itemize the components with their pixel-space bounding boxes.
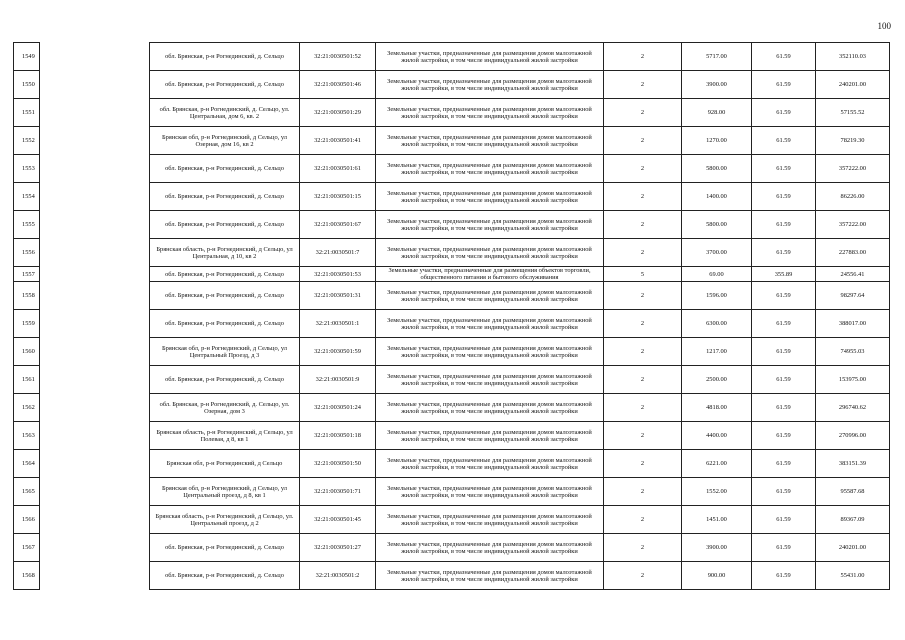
registry-rows [14,43,890,590]
row-number: 1551 [14,99,40,127]
group-cell: 2 [604,450,682,478]
address-cell: обл. Брянская, р-н Рогнединский, д. Сельцо [150,155,300,183]
blank-cell [40,478,150,506]
table-row [14,562,890,590]
land-use-cell: Земельные участки, предназначенные для размещения домов малоэтажной жилой застройки, в том числе индивидуальной жилой застройки [376,239,604,267]
area-cell: 928.00 [682,99,752,127]
cadastral-number-cell: 32:21:0030501:52 [300,43,376,71]
land-use-cell: Земельные участки, предназначенные для размещения домов малоэтажной жилой застройки, в том числе индивидуальной жилой застройки [376,211,604,239]
row-number: 1555 [14,211,40,239]
rate-cell: 61.59 [752,394,816,422]
table-row [14,71,890,99]
rate-cell: 61.59 [752,534,816,562]
land-use-cell: Земельные участки, предназначенные для размещения домов малоэтажной жилой застройки, в том числе индивидуальной жилой застройки [376,183,604,211]
value-cell: 55431.00 [816,562,890,590]
land-use-cell: Земельные участки, предназначенные для размещения домов малоэтажной жилой застройки, в том числе индивидуальной жилой застройки [376,282,604,310]
area-cell: 2500.00 [682,366,752,394]
group-cell: 2 [604,127,682,155]
rate-cell: 61.59 [752,366,816,394]
row-number: 1553 [14,155,40,183]
area-cell: 4400.00 [682,422,752,450]
address-cell: Брянская область, р-н Рогнединский, д Сельцо, ул Центральная, д 10, кв 2 [150,239,300,267]
group-cell: 2 [604,99,682,127]
area-cell: 69.00 [682,267,752,282]
address-cell: Брянская обл, р-н Рогнединский, д Сельцо, ул Озерная, дом 16, кв 2 [150,127,300,155]
group-cell: 2 [604,155,682,183]
blank-cell [40,71,150,99]
cadastral-number-cell: 32:21:0030501:18 [300,422,376,450]
address-cell: обл. Брянская, р-н Рогнединский, д. Сельцо [150,267,300,282]
value-cell: 357222.00 [816,155,890,183]
blank-cell [40,155,150,183]
area-cell: 5800.00 [682,211,752,239]
blank-cell [40,366,150,394]
group-cell: 2 [604,282,682,310]
group-cell: 5 [604,267,682,282]
group-cell: 2 [604,562,682,590]
value-cell: 388017.00 [816,310,890,338]
row-number: 1561 [14,366,40,394]
table-row [14,394,890,422]
area-cell: 1217.00 [682,338,752,366]
rate-cell: 61.59 [752,71,816,99]
rate-cell: 61.59 [752,422,816,450]
address-cell: Брянская область, р-н Рогнединский, д Сельцо, ул Полевая, д 8, кв 1 [150,422,300,450]
table-row [14,267,890,282]
area-cell: 1596.00 [682,282,752,310]
land-use-cell: Земельные участки, предназначенные для размещения домов малоэтажной жилой застройки, в том числе индивидуальной жилой застройки [376,155,604,183]
table-row [14,422,890,450]
table-row [14,506,890,534]
address-cell: обл. Брянская, р-н Рогнединский, д. Сельцо [150,366,300,394]
table-row [14,478,890,506]
group-cell: 2 [604,183,682,211]
value-cell: 98297.64 [816,282,890,310]
rate-cell: 61.59 [752,338,816,366]
land-use-cell: Земельные участки, предназначенные для размещения домов малоэтажной жилой застройки, в том числе индивидуальной жилой застройки [376,422,604,450]
row-number: 1564 [14,450,40,478]
blank-cell [40,310,150,338]
address-cell: обл. Брянская, р-н Рогнединский, д. Сельцо [150,183,300,211]
group-cell: 2 [604,239,682,267]
group-cell: 2 [604,310,682,338]
value-cell: 240201.00 [816,71,890,99]
area-cell: 1400.00 [682,183,752,211]
blank-cell [40,506,150,534]
area-cell: 1270.00 [682,127,752,155]
address-cell: Брянская обл, р-н Рогнединский, д Сельцо [150,450,300,478]
group-cell: 2 [604,422,682,450]
row-number: 1558 [14,282,40,310]
registry-table [13,42,890,590]
table-row [14,127,890,155]
value-cell: 86226.00 [816,183,890,211]
cadastral-number-cell: 32:21:0030501:15 [300,183,376,211]
address-cell: Брянская область, р-н Рогнединский, д Сельцо, ул. Центральный проезд, д 2 [150,506,300,534]
cadastral-number-cell: 32:21:0030501:24 [300,394,376,422]
rate-cell: 61.59 [752,450,816,478]
row-number: 1566 [14,506,40,534]
row-number: 1556 [14,239,40,267]
address-cell: обл. Брянская, р-н Рогнединский, д. Сельцо [150,211,300,239]
value-cell: 78219.30 [816,127,890,155]
blank-cell [40,127,150,155]
value-cell: 57155.52 [816,99,890,127]
area-cell: 5800.00 [682,155,752,183]
group-cell: 2 [604,534,682,562]
value-cell: 24556.41 [816,267,890,282]
table-row [14,282,890,310]
area-cell: 3700.00 [682,239,752,267]
blank-cell [40,394,150,422]
table-row [14,155,890,183]
land-use-cell: Земельные участки, предназначенные для размещения домов малоэтажной жилой застройки, в том числе индивидуальной жилой застройки [376,478,604,506]
land-use-cell: Земельные участки, предназначенные для размещения домов малоэтажной жилой застройки, в том числе индивидуальной жилой застройки [376,43,604,71]
cadastral-number-cell: 32:21:0030501:50 [300,450,376,478]
value-cell: 240201.00 [816,534,890,562]
group-cell: 2 [604,366,682,394]
cadastral-number-cell: 32:21:0030501:7 [300,239,376,267]
area-cell: 3900.00 [682,534,752,562]
address-cell: обл. Брянская, р-н Рогнединский, д. Сельцо [150,562,300,590]
value-cell: 227883.00 [816,239,890,267]
rate-cell: 355.89 [752,267,816,282]
row-number: 1550 [14,71,40,99]
blank-cell [40,267,150,282]
blank-cell [40,422,150,450]
table-row [14,43,890,71]
land-use-cell: Земельные участки, предназначенные для размещения домов малоэтажной жилой застройки, в том числе индивидуальной жилой застройки [376,71,604,99]
row-number: 1565 [14,478,40,506]
value-cell: 352110.03 [816,43,890,71]
blank-cell [40,562,150,590]
row-number: 1563 [14,422,40,450]
cadastral-number-cell: 32:21:0030501:31 [300,282,376,310]
group-cell: 2 [604,211,682,239]
row-number: 1554 [14,183,40,211]
table-row [14,99,890,127]
blank-cell [40,534,150,562]
rate-cell: 61.59 [752,211,816,239]
group-cell: 2 [604,71,682,99]
land-use-cell: Земельные участки, предназначенные для размещения домов малоэтажной жилой застройки, в том числе индивидуальной жилой застройки [376,99,604,127]
address-cell: обл. Брянская, р-н Рогнединский, д. Сельцо [150,71,300,99]
table-row [14,211,890,239]
land-use-cell: Земельные участки, предназначенные для размещения домов малоэтажной жилой застройки, в том числе индивидуальной жилой застройки [376,450,604,478]
area-cell: 3900.00 [682,71,752,99]
blank-cell [40,99,150,127]
page-number: 100 [877,21,891,31]
address-cell: обл. Брянская, р-н Рогнединский, д. Сельцо [150,534,300,562]
value-cell: 383151.39 [816,450,890,478]
address-cell: обл. Брянская, р-н Рогнединский, д. Сельцо [150,310,300,338]
table-row [14,338,890,366]
row-number: 1557 [14,267,40,282]
blank-cell [40,183,150,211]
blank-cell [40,211,150,239]
land-use-cell: Земельные участки, предназначенные для размещения домов малоэтажной жилой застройки, в том числе индивидуальной жилой застройки [376,310,604,338]
rate-cell: 61.59 [752,310,816,338]
cadastral-number-cell: 32:21:0030501:46 [300,71,376,99]
cadastral-number-cell: 32:21:0030501:67 [300,211,376,239]
rate-cell: 61.59 [752,239,816,267]
row-number: 1560 [14,338,40,366]
group-cell: 2 [604,394,682,422]
address-cell: Брянская обл, р-н Рогнединский, д Сельцо, ул Центральный Проезд, д 3 [150,338,300,366]
group-cell: 2 [604,43,682,71]
cadastral-number-cell: 32:21:0030501:41 [300,127,376,155]
row-number: 1552 [14,127,40,155]
cadastral-number-cell: 32:21:0030501:29 [300,99,376,127]
cadastral-number-cell: 32:21:0030501:2 [300,562,376,590]
table-row [14,183,890,211]
rate-cell: 61.59 [752,43,816,71]
rate-cell: 61.59 [752,282,816,310]
area-cell: 6221.00 [682,450,752,478]
land-use-cell: Земельные участки, предназначенные для размещения объектов торговли, общественного питания и бытового обслуживания [376,267,604,282]
row-number: 1567 [14,534,40,562]
value-cell: 74955.03 [816,338,890,366]
table-row [14,239,890,267]
cadastral-number-cell: 32:21:0030501:59 [300,338,376,366]
group-cell: 2 [604,338,682,366]
cadastral-number-cell: 32:21:0030501:9 [300,366,376,394]
value-cell: 89367.09 [816,506,890,534]
rate-cell: 61.59 [752,155,816,183]
blank-cell [40,239,150,267]
cadastral-number-cell: 32:21:0030501:1 [300,310,376,338]
cadastral-number-cell: 32:21:0030501:71 [300,478,376,506]
land-use-cell: Земельные участки, предназначенные для размещения домов малоэтажной жилой застройки, в том числе индивидуальной жилой застройки [376,506,604,534]
rate-cell: 61.59 [752,506,816,534]
row-number: 1562 [14,394,40,422]
blank-cell [40,338,150,366]
value-cell: 95587.68 [816,478,890,506]
area-cell: 1451.00 [682,506,752,534]
land-use-cell: Земельные участки, предназначенные для размещения домов малоэтажной жилой застройки, в том числе индивидуальной жилой застройки [376,562,604,590]
group-cell: 2 [604,478,682,506]
table-row [14,450,890,478]
rate-cell: 61.59 [752,183,816,211]
land-use-cell: Земельные участки, предназначенные для размещения домов малоэтажной жилой застройки, в том числе индивидуальной жилой застройки [376,338,604,366]
rate-cell: 61.59 [752,478,816,506]
address-cell: обл. Брянская, р-н Рогнединский, д. Сельцо [150,282,300,310]
value-cell: 296740.62 [816,394,890,422]
value-cell: 357222.00 [816,211,890,239]
rate-cell: 61.59 [752,127,816,155]
area-cell: 1552.00 [682,478,752,506]
value-cell: 153975.00 [816,366,890,394]
land-use-cell: Земельные участки, предназначенные для размещения домов малоэтажной жилой застройки, в том числе индивидуальной жилой застройки [376,127,604,155]
rate-cell: 61.59 [752,99,816,127]
table-row [14,534,890,562]
rate-cell: 61.59 [752,562,816,590]
row-number: 1559 [14,310,40,338]
cadastral-number-cell: 32:21:0030501:61 [300,155,376,183]
address-cell: Брянская обл, р-н Рогнединский, д Сельцо, ул Центральный проезд, д 8, кв 1 [150,478,300,506]
blank-cell [40,282,150,310]
land-use-cell: Земельные участки, предназначенные для размещения домов малоэтажной жилой застройки, в том числе индивидуальной жилой застройки [376,394,604,422]
row-number: 1568 [14,562,40,590]
blank-cell [40,43,150,71]
table-row [14,310,890,338]
address-cell: обл. Брянская, р-н Рогнединский, д. Сельцо [150,43,300,71]
group-cell: 2 [604,506,682,534]
area-cell: 5717.00 [682,43,752,71]
blank-cell [40,450,150,478]
value-cell: 270996.00 [816,422,890,450]
area-cell: 900.00 [682,562,752,590]
row-number: 1549 [14,43,40,71]
area-cell: 6300.00 [682,310,752,338]
cadastral-number-cell: 32:21:0030501:45 [300,506,376,534]
land-use-cell: Земельные участки, предназначенные для размещения домов малоэтажной жилой застройки, в том числе индивидуальной жилой застройки [376,366,604,394]
cadastral-number-cell: 32:21:0030501:53 [300,267,376,282]
address-cell: обл. Брянская, р-н Рогнединский, д. Сельцо, ул. Центральная, дом 6, кв. 2 [150,99,300,127]
cadastral-number-cell: 32:21:0030501:27 [300,534,376,562]
land-use-cell: Земельные участки, предназначенные для размещения домов малоэтажной жилой застройки, в том числе индивидуальной жилой застройки [376,534,604,562]
table-row [14,366,890,394]
address-cell: обл. Брянская, р-н Рогнединский, д. Сельцо, ул. Озерная, дом 3 [150,394,300,422]
area-cell: 4818.00 [682,394,752,422]
